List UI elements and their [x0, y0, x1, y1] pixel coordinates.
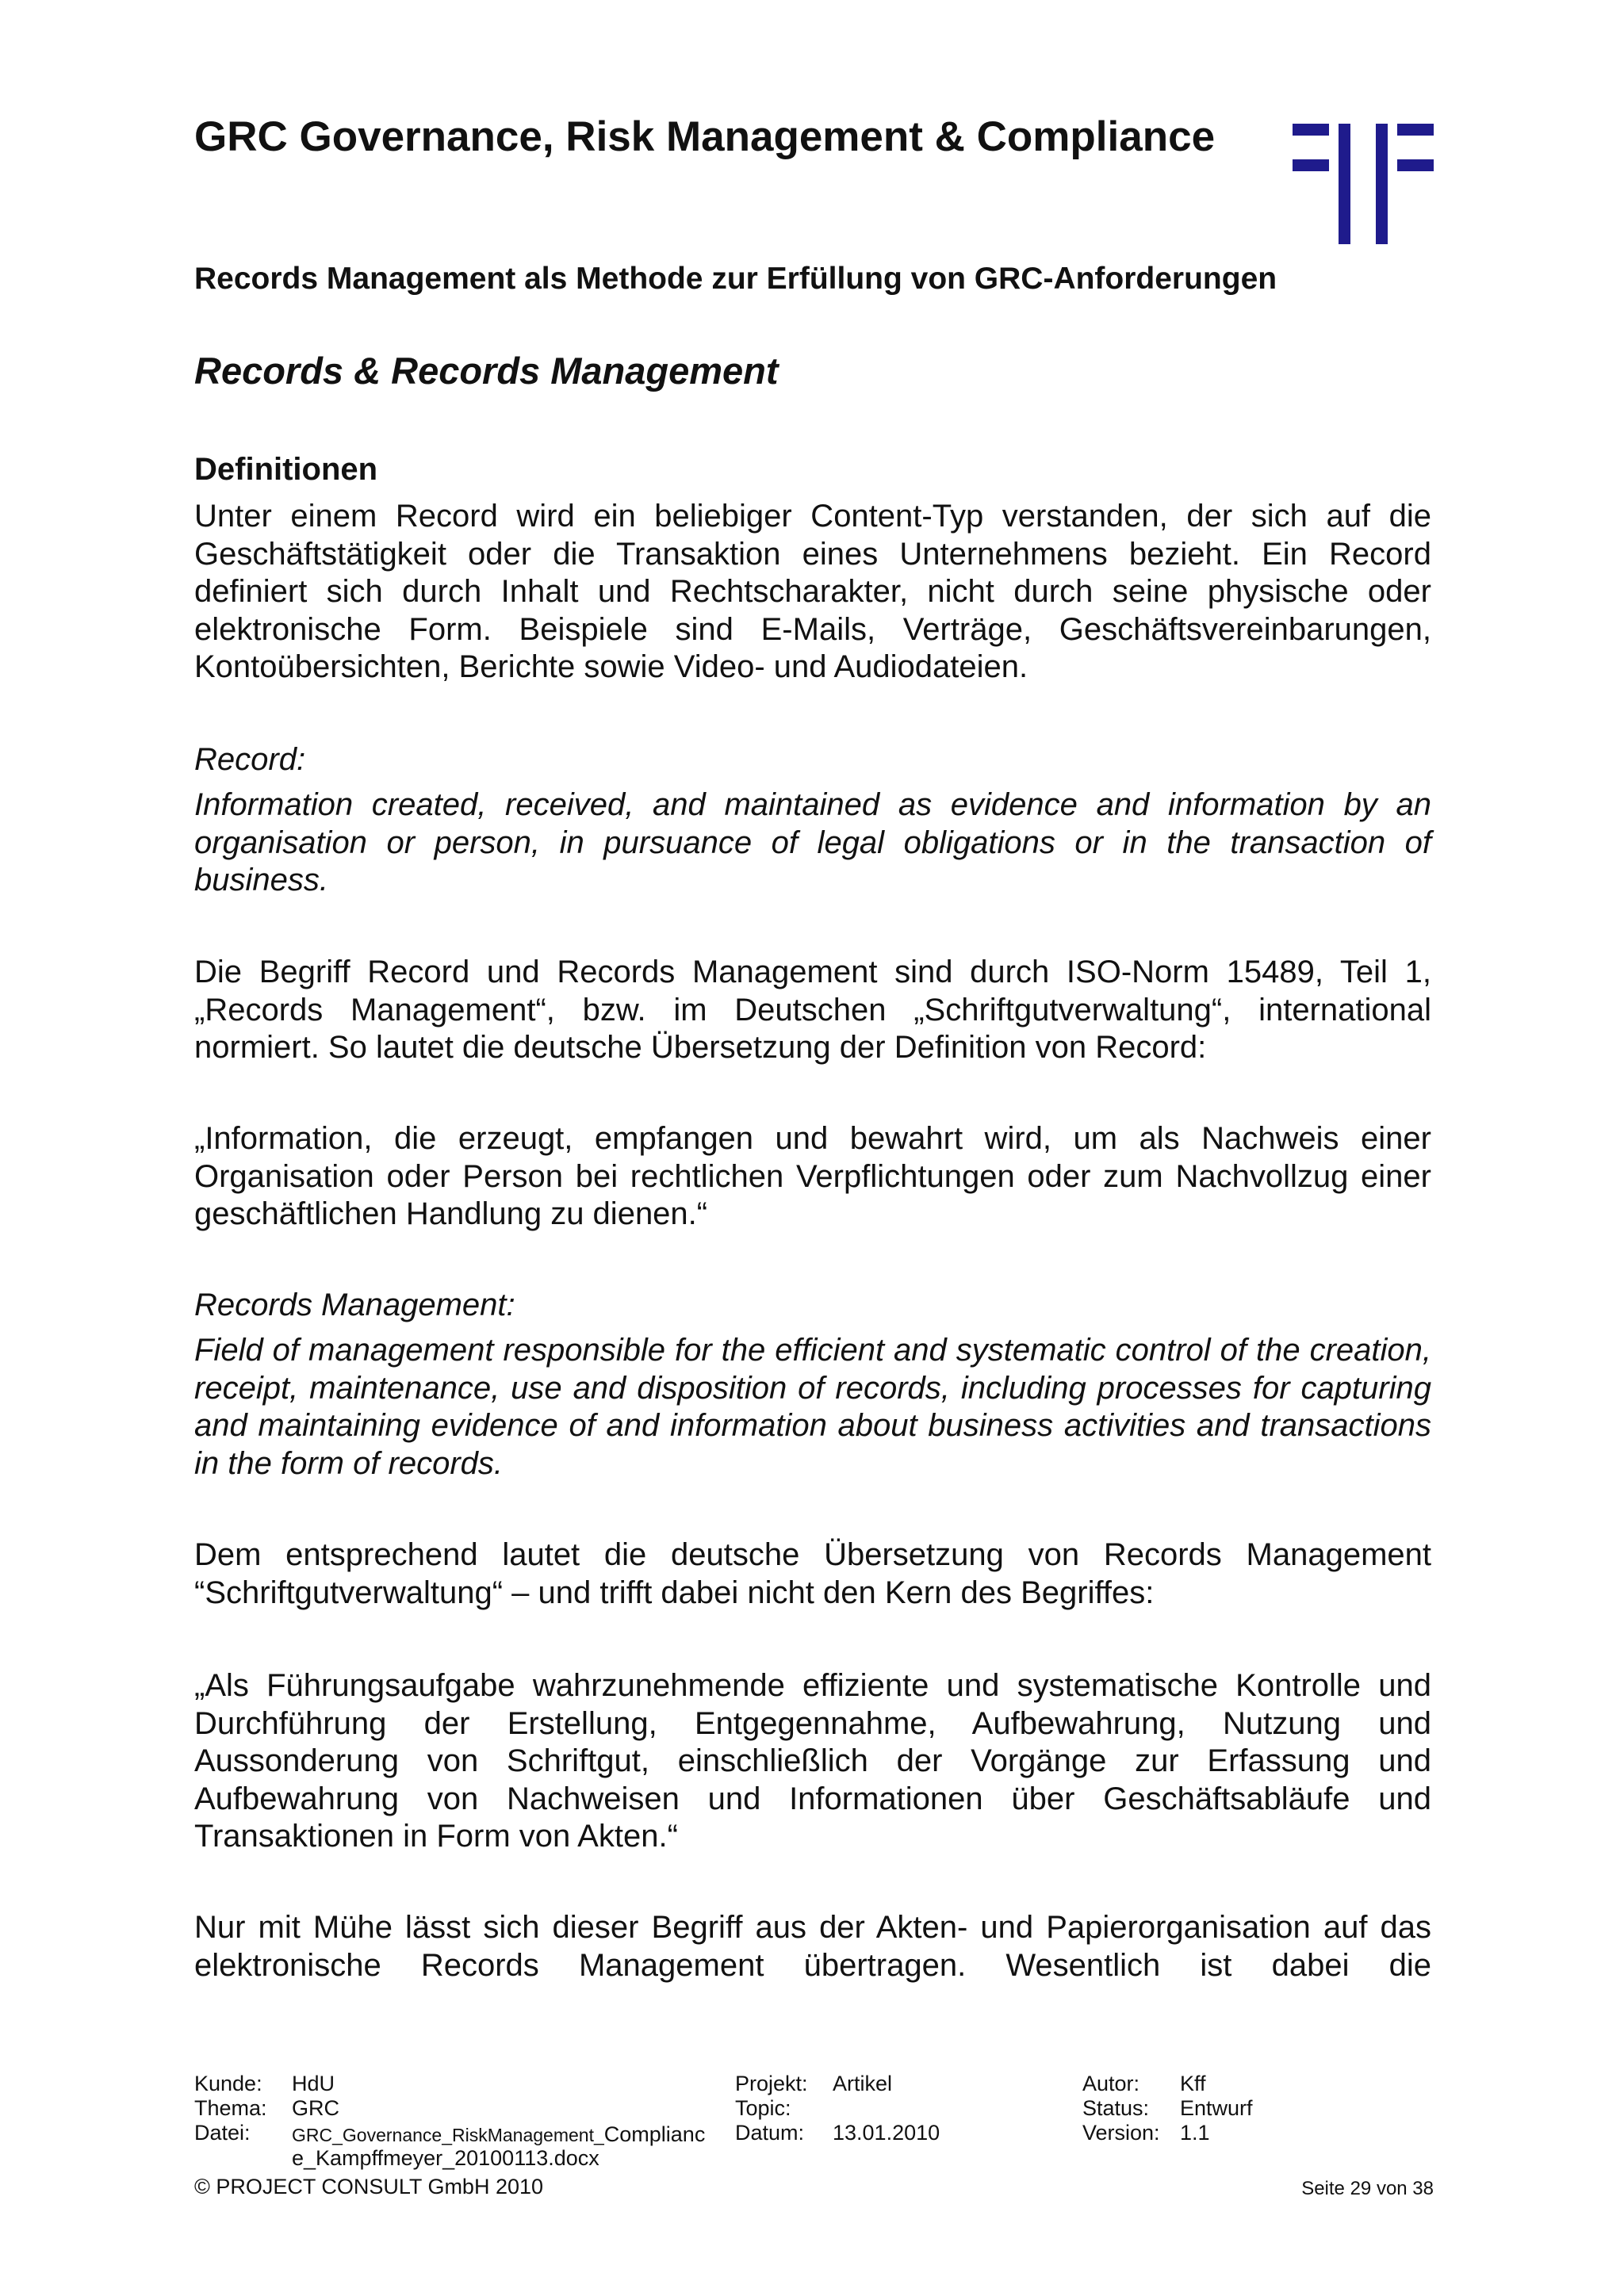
document-subtitle: Records Management als Methode zur Erfüllung von GRC-Anforderungen: [194, 262, 1277, 296]
paragraph-record-translation: „Information, die erzeugt, empfangen und bewahrt wird, um als Nachweis einer Organisation oder Person bei rechtlichen Verpflichtungen oder zum Nachvollzug einer geschäftlichen Handlung zu dienen.“: [194, 1121, 1431, 1231]
footer-datei-part2: Complianc: [603, 2122, 706, 2146]
footer-projekt-value: Artikel: [833, 2072, 893, 2095]
footer-autor-label: Autor:: [1082, 2072, 1140, 2095]
record-label: Record:: [194, 742, 306, 777]
footer-status-label: Status:: [1082, 2096, 1150, 2120]
paragraph-rm-quote: „Als Führungsaufgabe wahrzunehmende effiziente und systematische Kontrolle und Durchführung der Erstellung, Entgegennahme, Aufbewahrung, Nutzung und Aussonderung von Schriftgut, einschließlich der Vorgänge zur Erfassung und Aufbewahrung von Nachweisen und Informationen über Geschäftsabläufe und Transaktionen in Form von Akten.“: [194, 1668, 1431, 1854]
section-title: Records & Records Management: [194, 350, 779, 392]
definitions-heading: Definitionen: [194, 452, 378, 487]
records-management-definition: Field of management responsible for the efficient and systematic control of the creation, receipt, maintenance, use and disposition of records, including processes for capturing and maintaining evidence of and information about business activities and transactions in the form of records.: [194, 1333, 1431, 1481]
footer-autor-value: Kff: [1180, 2072, 1206, 2095]
document-title: GRC Governance, Risk Management & Compliance: [194, 113, 1216, 160]
company-logo-icon: [1293, 124, 1434, 244]
footer-datum-value: 13.01.2010: [833, 2121, 940, 2145]
record-definition: Information created, received, and maintained as evidence and information by an organisation or person, in pursuance of legal obligations or in the transaction of business.: [194, 787, 1431, 897]
paragraph-intro: Unter einem Record wird ein beliebiger Content-Typ verstanden, der sich auf die Geschäftstätigkeit oder die Transaktion eines Unternehmens bezieht. Ein Record definiert sich durch Inhalt und Rechtscharakter, nicht durch seine physische oder elektronische Form. Beispiele sind E-Mails, Verträge, Geschäftsvereinbarungen, Kontoübersichten, Berichte sowie Video- und Audiodateien.: [194, 499, 1431, 684]
paragraph-rm-translation: Dem entsprechend lautet die deutsche Übersetzung von Records Management “Schriftgutverwaltung“ – und trifft dabei nicht den Kern des Begriffes:: [194, 1537, 1431, 1610]
footer-status-value: Entwurf: [1180, 2096, 1253, 2120]
paragraph-iso-norm: Die Begriff Record und Records Management sind durch ISO-Norm 15489, Teil 1, „Records Management“, bzw. im Deutschen „Schriftgutverwaltung“, international normiert. So lautet die deutsche Übersetzung der Definition von Record:: [194, 955, 1431, 1065]
records-management-label: Records Management:: [194, 1288, 515, 1322]
footer-datei-label: Datei:: [194, 2121, 251, 2145]
footer-datum-label: Datum:: [735, 2121, 805, 2145]
footer-page-number: Seite 29 von 38: [1301, 2178, 1434, 2199]
footer-datei-part1: GRC_Governance_RiskManagement_: [292, 2125, 604, 2145]
footer-kunde-value: HdU: [292, 2072, 335, 2095]
footer-version-value: 1.1: [1180, 2121, 1210, 2145]
footer-copyright: © PROJECT CONSULT GmbH 2010: [194, 2175, 544, 2198]
footer-topic-label: Topic:: [735, 2096, 791, 2120]
footer-datei-value-cont: e_Kampffmeyer_20100113.docx: [292, 2146, 599, 2170]
footer-version-label: Version:: [1082, 2121, 1160, 2145]
footer-thema-label: Thema:: [194, 2096, 267, 2120]
paragraph-closing: Nur mit Mühe lässt sich dieser Begriff aus der Akten- und Papierorganisation auf das elektronische Records Management übertragen. Wesentlich ist dabei die: [194, 1910, 1431, 1983]
footer-projekt-label: Projekt:: [735, 2072, 808, 2095]
footer-kunde-label: Kunde:: [194, 2072, 262, 2095]
footer-datei-value: [292, 2122, 705, 2148]
footer-thema-value: GRC: [292, 2096, 339, 2120]
